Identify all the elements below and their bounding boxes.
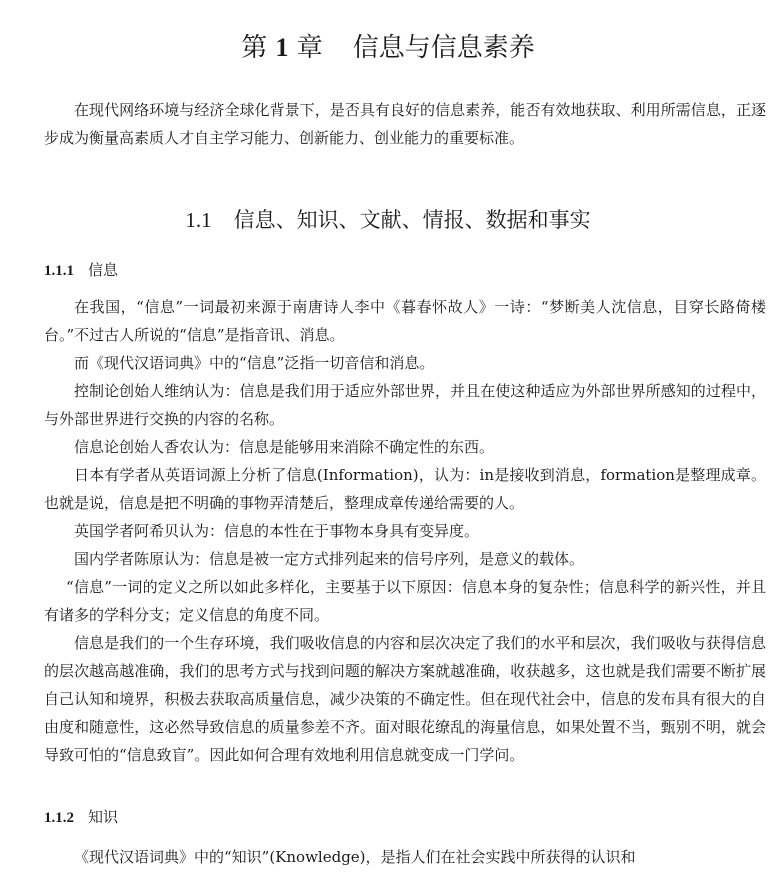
paragraph: 英国学者阿希贝认为：信息的本性在于事物本身具有变异度。 bbox=[74, 522, 480, 540]
paragraph: 在我国，“信息”一词最初来源于南唐诗人李中《暮春怀故人》一诗：“梦断美人沈信息，目穿长路倚楼台。”不过古人所说的“信息”是指音讯、消息。 bbox=[44, 298, 766, 344]
paragraph: 信息是我们的一个生存环境，我们吸收信息的内容和层次决定了我们的水平和层次，我们吸收与获得信息的层次越高越准确，我们的思考方式与找到问题的解决方案就越准确，收获越多，这也就是我们需要不断扩展自己认知和境界，积极去获取高质量信息，减少决策的不确定性。但在现代社会中，信息的发布具有很大的自由度和随意性，这必然导致信息的质量参差不齐。面对眼花缭乱的海量信息，如果处置不当，甄别不明，就会导致可怕的“信息致盲”。因此如何合理有效地利用信息就变成一门学问。 bbox=[44, 634, 766, 764]
section-number: 1.1 bbox=[185, 208, 212, 232]
subsection-number: 1.1.1 bbox=[44, 263, 74, 279]
paragraph: 信息论创始人香农认为：信息是能够用来消除不确定性的东西。 bbox=[74, 438, 495, 456]
chapter-name: 信息与信息素养 bbox=[352, 33, 535, 63]
paragraph: 日本有学者从英语词源上分析了信息(Information)，认为：in是接收到消息，formation是整理成章。也就是说，信息是把不明确的事物弄清楚后，整理成章传递给需要的人。 bbox=[44, 466, 766, 512]
paragraph: 《现代汉语词典》中的“知识”(Knowledge)，是指人们在社会实践中所获得的认识和 bbox=[74, 848, 636, 866]
section-title bbox=[0, 204, 776, 236]
subsection-name: 信息 bbox=[88, 261, 119, 279]
paragraph: 国内学者陈原认为：信息是被一定方式排列起来的信号序列，是意义的载体。 bbox=[74, 550, 585, 568]
chapter-number-suffix: 章 bbox=[296, 33, 323, 63]
paragraph: 而《现代汉语词典》中的“信息”泛指一切音信和消息。 bbox=[74, 354, 435, 372]
subsection-name: 知识 bbox=[88, 808, 119, 826]
chapter-number-prefix: 第 bbox=[241, 33, 268, 63]
subsection-heading-knowledge bbox=[44, 806, 118, 829]
subsection-body-info bbox=[44, 293, 766, 769]
chapter-number: 1 bbox=[275, 33, 289, 62]
subsection-number: 1.1.2 bbox=[44, 810, 74, 826]
intro-paragraph: 在现代网络环境与经济全球化背景下，是否具有良好的信息素养，能否有效地获取、利用所需信息，正逐步成为衡量高素质人才自主学习能力、创新能力、创业能力的重要标准。 bbox=[44, 101, 766, 147]
subsection-body-knowledge bbox=[44, 843, 766, 871]
paragraph: “信息”一词的定义之所以如此多样化，主要基于以下原因：信息本身的复杂性；信息科学的新兴性，并且有诸多的学科分支；定义信息的角度不同。 bbox=[44, 578, 766, 624]
chapter-title bbox=[0, 30, 776, 66]
subsection-heading-info bbox=[44, 259, 118, 282]
section-name: 信息、知识、文献、情报、数据和事实 bbox=[233, 208, 591, 232]
paragraph: 控制论创始人维纳认为：信息是我们用于适应外部世界，并且在使这种适应为外部世界所感知的过程中，与外部世界进行交换的内容的名称。 bbox=[44, 382, 766, 428]
